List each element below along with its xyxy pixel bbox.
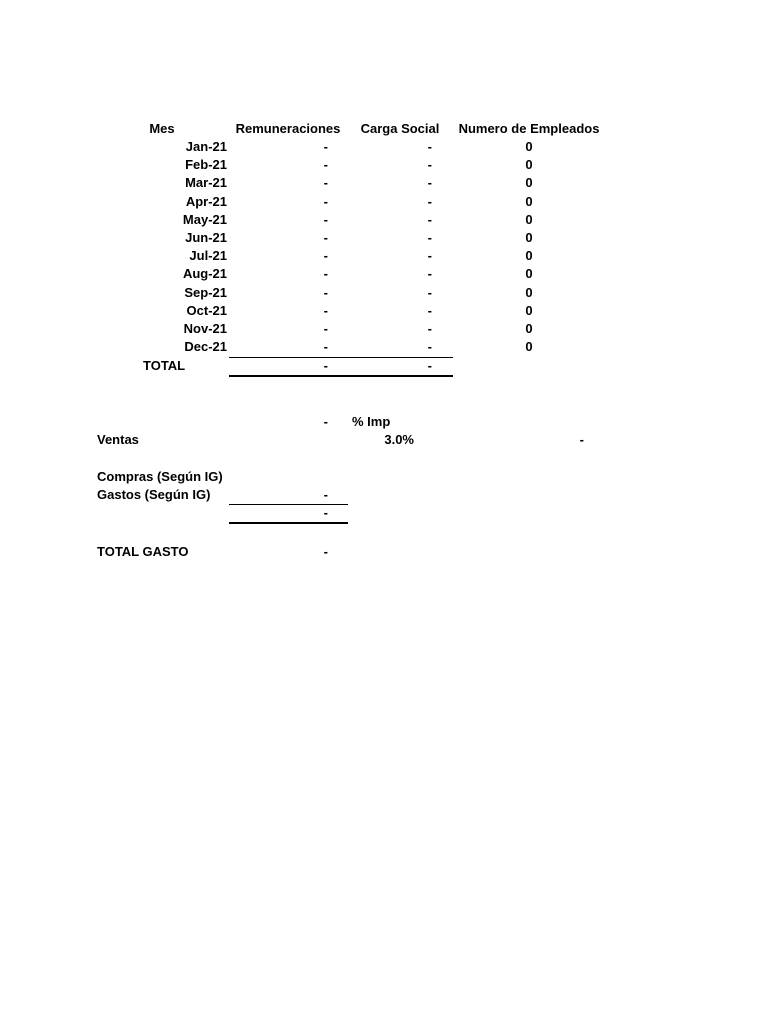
remuneraciones-cell: - [323,194,328,209]
remuneraciones-cell: - [323,230,328,245]
empleados-cell: 0 [525,248,533,263]
total-carga-social: - [427,358,432,373]
remuneraciones-cell: - [323,175,328,190]
empleados-cell: 0 [525,321,533,336]
month-cell: Sep-21 [184,285,227,300]
carga-social-cell: - [427,157,432,172]
carga-social-cell: - [427,303,432,318]
header-mes: Mes [149,121,175,136]
carga-social-cell: - [427,285,432,300]
gastos-value: - [323,487,328,502]
carga-social-cell: - [427,212,432,227]
month-cell: Dec-21 [184,339,227,354]
month-cell: Jan-21 [185,139,227,154]
remuneraciones-cell: - [323,321,328,336]
month-cell: Feb-21 [185,157,227,172]
header-remuneraciones: Remuneraciones [235,121,341,136]
carga-social-cell: - [427,321,432,336]
total-gasto-label: TOTAL GASTO [97,544,189,559]
remuneraciones-cell: - [323,339,328,354]
month-cell: Nov-21 [183,321,227,336]
empleados-cell: 0 [525,285,533,300]
empleados-cell: 0 [525,194,533,209]
remuneraciones-cell: - [323,303,328,318]
empleados-cell: 0 [525,139,533,154]
month-cell: Jun-21 [185,230,227,245]
month-cell: May-21 [182,212,227,227]
subtotal-rule [229,522,348,524]
remuneraciones-cell: - [323,266,328,281]
empleados-cell: 0 [525,303,533,318]
carga-social-cell: - [427,194,432,209]
empleados-cell: 0 [525,175,533,190]
carga-social-cell: - [427,175,432,190]
remuneraciones-cell: - [323,157,328,172]
ventas-pct: 3.0% [384,432,414,447]
ventas-label: Ventas [97,432,139,447]
compras-label: Compras (Según IG) [97,469,223,484]
month-cell: Apr-21 [185,194,227,209]
empleados-cell: 0 [525,230,533,245]
month-cell: Oct-21 [186,303,227,318]
imp-value: - [323,414,328,429]
remuneraciones-cell: - [323,285,328,300]
empleados-cell: 0 [525,157,533,172]
empleados-cell: 0 [525,339,533,354]
carga-social-cell: - [427,339,432,354]
remuneraciones-cell: - [323,212,328,227]
gastos-rule [229,504,348,505]
header-carga-social: Carga Social [360,121,440,136]
remuneraciones-cell: - [323,139,328,154]
remuneraciones-cell: - [323,248,328,263]
carga-social-cell: - [427,230,432,245]
total-remuneraciones: - [323,358,328,373]
gastos-label: Gastos (Según IG) [97,487,211,502]
ventas-amount: - [579,432,584,447]
subtotal-value: - [323,505,328,520]
month-cell: Aug-21 [182,266,227,281]
imp-label: % Imp [352,414,391,429]
empleados-cell: 0 [525,266,533,281]
month-cell: Jul-21 [189,248,227,263]
total-gasto-value: - [323,544,328,559]
carga-social-cell: - [427,248,432,263]
carga-social-cell: - [427,139,432,154]
header-numero-empleados: Numero de Empleados [458,121,600,136]
total-bottom-rule [229,375,453,377]
empleados-cell: 0 [525,212,533,227]
total-label: TOTAL [143,358,186,373]
carga-social-cell: - [427,266,432,281]
month-cell: Mar-21 [185,175,227,190]
